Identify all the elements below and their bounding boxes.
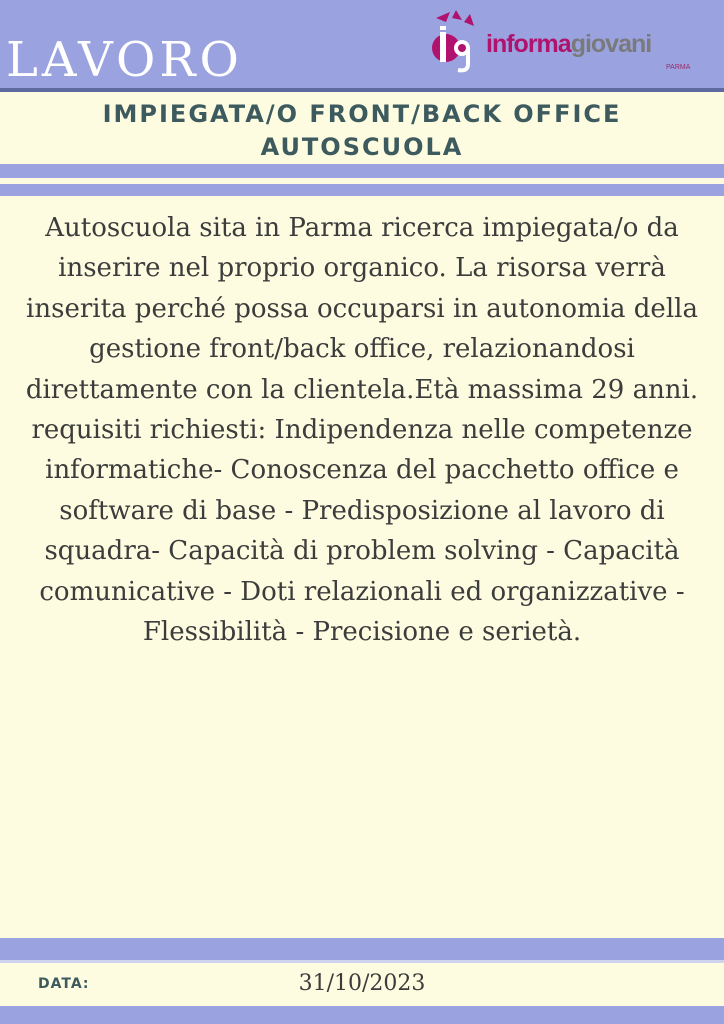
logo-wordmark: [486, 30, 651, 58]
job-description: Autoscuola sita in Parma ricerca impiegata/o da inserire nel proprio organico. La risorsa verrà inserita perché possa occuparsi in autonomia della gestione front/back office, relazionandosi direttamente con la clientela.Età massima 29 anni. requisiti richiesti: Indipendenza nelle competenze informatiche- Conoscenza del pacchetto office e software di base - Predisposizione al lavoro di squadra- Capacità di problem solving - Capacità comunicative - Doti relazionali ed organizzative - Flessibilità - Precisione e serietà.: [25, 213, 699, 648]
logo-word-informa: informa: [486, 30, 571, 58]
job-title-line-1: IMPIEGATA/O FRONT/BACK OFFICE: [102, 100, 622, 128]
ig-logo-icon: [426, 8, 488, 78]
job-title: [0, 98, 724, 164]
footer-stripe-bottom: [0, 1006, 724, 1024]
informagiovani-logo: [426, 8, 706, 78]
footer-divider: [0, 960, 724, 963]
logo-subtitle: PARMA: [666, 64, 691, 71]
title-stripe-bottom: [0, 184, 724, 196]
footer-stripe-top: [0, 938, 724, 960]
category-title: LAVORO: [6, 32, 243, 88]
date-value: 31/10/2023: [298, 971, 426, 996]
job-title-line-2: AUTOSCUOLA: [260, 133, 464, 161]
date-label: DATA:: [38, 976, 90, 992]
title-stripe-top: [0, 164, 724, 178]
logo-word-giovani: giovani: [570, 30, 652, 58]
